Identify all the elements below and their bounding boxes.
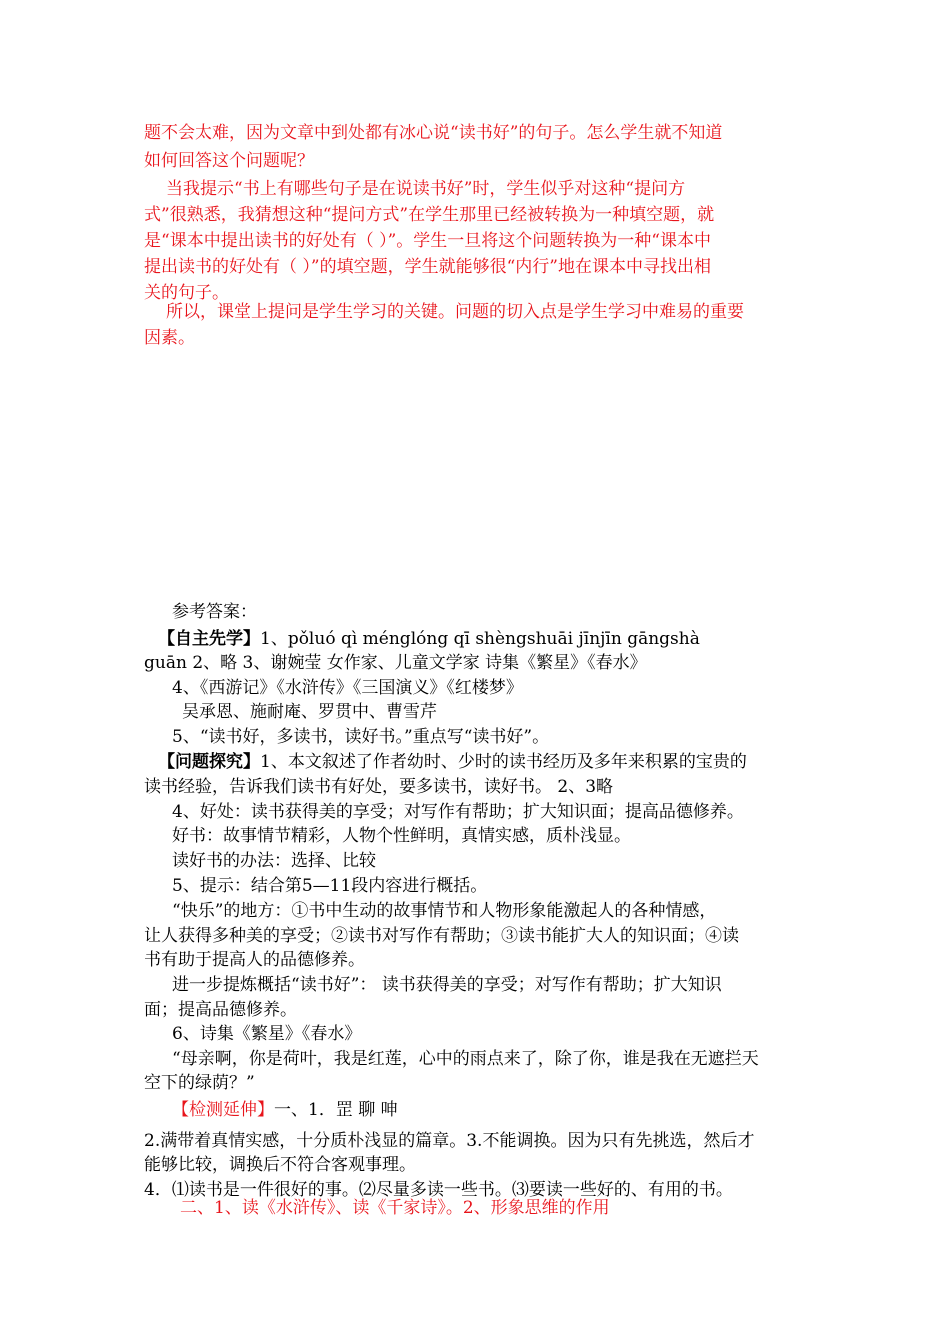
reflection-line: 关的句子。 [144,283,229,303]
reflection-line: 所以，课堂上提问是学生学习的关键。问题的切入点是学生学习中难易的重要 [166,302,744,322]
jiance-line: 能够比较，调换后不符合客观事理。 [144,1155,416,1175]
wenti-text: 1、本文叙述了作者幼时、少时的读书经历及多年来积累的宝贵的 [260,752,747,772]
wenti-line: 进一步提炼概括“读书好”： 读书获得美的享受；对写作有帮助；扩大知识 [172,975,722,995]
zizhu-line: guān 2、略 3、谢婉莹 女作家、儿童文学家 诗集《繁星》《春水》 [144,653,647,673]
reflection-line: 当我提示“书上有哪些句子是在说读书好”时，学生似乎对这种“提问方 [166,179,686,199]
wenti-line: 6、诗集《繁星》《春水》 [172,1024,362,1044]
jiance-text: 一、1．罡 聊 呻 [274,1100,398,1120]
zizhu-line: 5、“读书好，多读书，读好书。”重点写“读书好”。 [172,727,550,747]
reflection-line: 因素。 [144,328,195,348]
wenti-line: 4、好处：读书获得美的享受；对写作有帮助；扩大知识面；提高品德修养。 [172,802,744,822]
zizhu-line: 4、《西游记》《水浒传》《三国演义》《红楼梦》 [172,678,523,698]
wenti-line: 空下的绿荫？” [144,1073,255,1093]
wenti-line: 让人获得多种美的享受；②读书对写作有帮助；③读书能扩大人的知识面；④读 [144,926,739,946]
reflection-line: 提出读书的好处有（ ）”的填空题，学生就能够很“内行”地在课本中寻找出相 [144,257,711,277]
zizhu-line [158,627,814,652]
reflection-line: 是“课本中提出读书的好处有（ ）”。学生一旦将这个问题转换为一种“课本中 [144,231,711,251]
wenti-line [158,750,814,775]
section-label-zizhu: 【自主先学】 [158,629,260,649]
jiance-line: 二、1、读《水浒传》、读《千家诗》。2、形象思维的作用 [180,1198,610,1218]
section-label-wenti: 【问题探究】 [158,752,260,772]
zizhu-text: 1、pǒluó qì ménglóng qī shèngshuāi jīnjīn gāngshà [260,629,700,649]
jiance-line [172,1098,814,1123]
wenti-line: 面；提高品德修养。 [144,1000,297,1020]
jiance-line: 4．⑴读书是一件很好的事。⑵尽量多读一些书。⑶要读一些好的、有用的书。 [144,1180,733,1200]
wenti-line: “母亲啊，你是荷叶，我是红莲，心中的雨点来了，除了你，谁是我在无遮拦天 [172,1049,759,1069]
jiance-line: 2.满带着真情实感，十分质朴浅显的篇章。3.不能调换。因为只有先挑选，然后才 [144,1131,755,1151]
wenti-line: 好书：故事情节精彩，人物个性鲜明，真情实感，质朴浅显。 [172,826,631,846]
wenti-line: 读书经验，告诉我们读书有好处，要多读书，读好书。 2、3略 [144,777,614,797]
reflection-line: 式”很熟悉，我猜想这种“提问方式”在学生那里已经被转换为一种填空题，就 [144,205,715,225]
section-label-jiance: 【检测延伸】 [172,1100,274,1120]
zizhu-line: 吴承恩、施耐庵、罗贯中、曹雪芹 [182,702,437,722]
reflection-line: 如何回答这个问题呢？ [144,151,314,171]
wenti-line: “快乐”的地方：①书中生动的故事情节和人物形象能激起人的各种情感， [172,901,717,921]
answers-heading: 参考答案： [172,602,257,622]
reflection-line: 题不会太难，因为文章中到处都有冰心说“读书好”的句子。怎么学生就不知道 [144,123,723,143]
wenti-line: 5、提示：结合第5—11段内容进行概括。 [172,876,488,896]
wenti-line: 读好书的办法：选择、比较 [172,851,376,871]
wenti-line: 书有助于提高人的品德修养。 [144,950,365,970]
